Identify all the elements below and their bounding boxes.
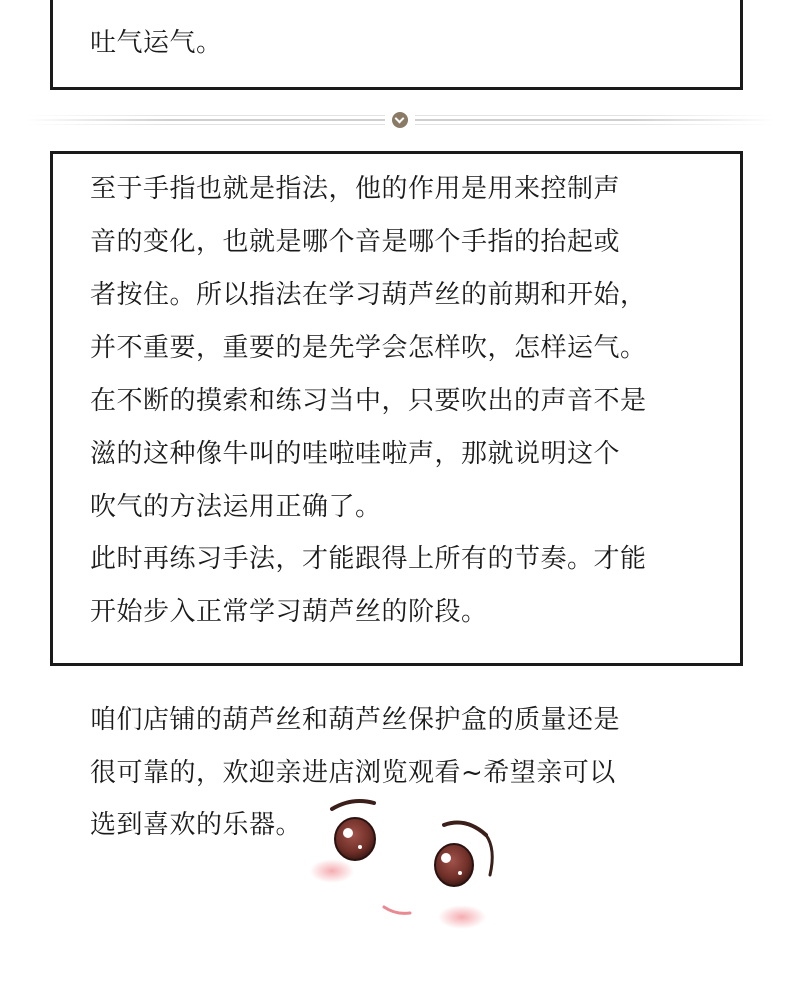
chevron-down-icon (392, 112, 408, 128)
main-text-line: 并不重要，重要的是先学会怎样吹，怎样运气。 (90, 333, 647, 363)
main-text-line: 者按住。所以指法在学习葫芦丝的前期和开始， (90, 280, 647, 310)
left-blush (310, 859, 354, 883)
left-eye (332, 801, 375, 860)
footer-text-line: 咱们店铺的葫芦丝和葫芦丝保护盒的质量还是 (90, 705, 621, 735)
main-text-line: 此时再练习手法，才能跟得上所有的节奏。才能 (90, 544, 647, 574)
main-text-line: 音的变化，也就是哪个音是哪个手指的抬起或 (90, 227, 621, 257)
main-text-line: 滋的这种像牛叫的哇啦哇啦声，那就说明这个 (90, 439, 621, 469)
mouth (384, 907, 410, 913)
right-eye (435, 823, 492, 886)
main-text-line: 至于手指也就是指法，他的作用是用来控制声 (90, 174, 621, 204)
main-text-line: 开始步入正常学习葫芦丝的阶段。 (90, 597, 488, 627)
right-blush (438, 905, 486, 929)
footer-text-line: 很可靠的，欢迎亲进店浏览观看~希望亲可以 (90, 758, 616, 788)
main-text-line: 在不断的摸索和练习当中，只要吹出的声音不是 (90, 386, 647, 416)
top-text-line: 吐气运气。 (90, 28, 223, 58)
cute-face-illustration (300, 795, 520, 955)
section-divider (25, 112, 775, 128)
footer-text-line: 选到喜欢的乐器。 (90, 810, 303, 840)
main-text-line: 吹气的方法运用正确了。 (90, 492, 382, 522)
